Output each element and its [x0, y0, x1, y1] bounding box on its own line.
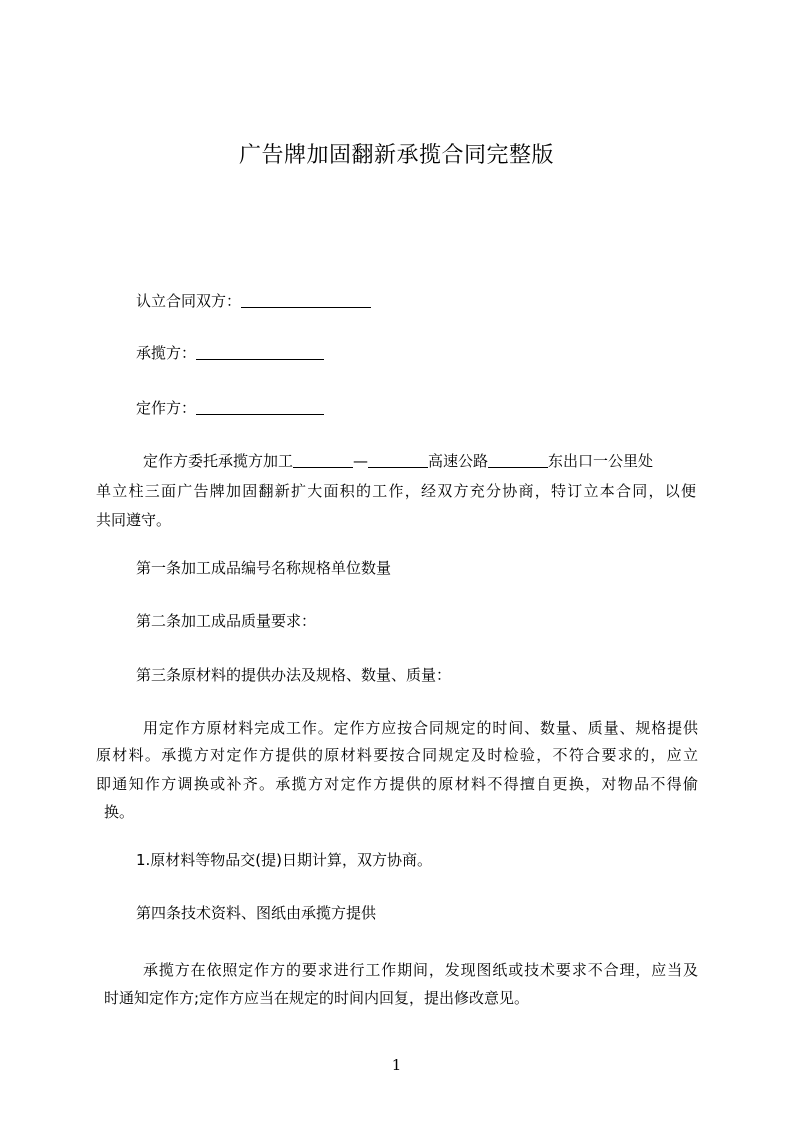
article-4: 第四条技术资料、图纸由承揽方提供 — [136, 904, 377, 922]
para1-seg2: — — [353, 452, 369, 470]
para1-blank2 — [368, 453, 428, 468]
para1-line2: 单立柱三面广告牌加固翻新扩大面积的工作，经双方充分协商，特订立本合同，以便 — [96, 482, 696, 500]
para1-seg1: 定作方委托承揽方加工 — [143, 452, 294, 470]
parties-line — [136, 290, 371, 312]
para1-blank1 — [293, 453, 353, 468]
para1-seg3: 高速公路 — [428, 452, 489, 470]
parties-label: 认立合同双方： — [136, 292, 242, 310]
contractor-blank — [196, 345, 324, 360]
client-label: 定作方： — [136, 399, 197, 417]
client-line — [136, 397, 324, 419]
para3-line1: 承揽方在依照定作方的要求进行工作期间，发现图纸或技术要求不合理，应当及 — [143, 961, 698, 979]
para1-blank3 — [488, 453, 548, 468]
item-1: 1.原材料等物品交(提)日期计算，双方协商。 — [136, 851, 433, 869]
para1-seg4: 东出口一公里处 — [548, 452, 654, 470]
parties-blank — [241, 293, 371, 308]
para1-line1 — [143, 450, 653, 472]
para2-line2: 原材料。承揽方对定作方提供的原材料要按合同规定及时检验，不符合要求的，应立 — [96, 746, 698, 764]
para3-line2: 时通知定作方;定作方应当在规定的时间内回复，提出修改意见。 — [104, 989, 530, 1007]
para2-line1: 用定作方原材料完成工作。定作方应按合同规定的时间、数量、质量、规格提供 — [143, 719, 698, 737]
contractor-label: 承揽方： — [136, 344, 197, 362]
page-number: 1 — [391, 1056, 402, 1074]
client-blank — [196, 400, 324, 415]
para2-line3: 即通知作方调换或补齐。承揽方对定作方提供的原材料不得擅自更换，对物品不得偷 — [96, 775, 698, 793]
article-1: 第一条加工成品编号名称规格单位数量 — [136, 559, 392, 577]
para1-line3: 共同遵守。 — [96, 511, 172, 529]
contractor-line — [136, 342, 324, 364]
article-3: 第三条原材料的提供办法及规格、数量、质量： — [136, 666, 452, 684]
article-2: 第二条加工成品质量要求： — [136, 612, 317, 630]
para2-line4: 换。 — [104, 803, 135, 821]
document-title: 广告牌加固翻新承揽合同完整版 — [238, 143, 554, 168]
